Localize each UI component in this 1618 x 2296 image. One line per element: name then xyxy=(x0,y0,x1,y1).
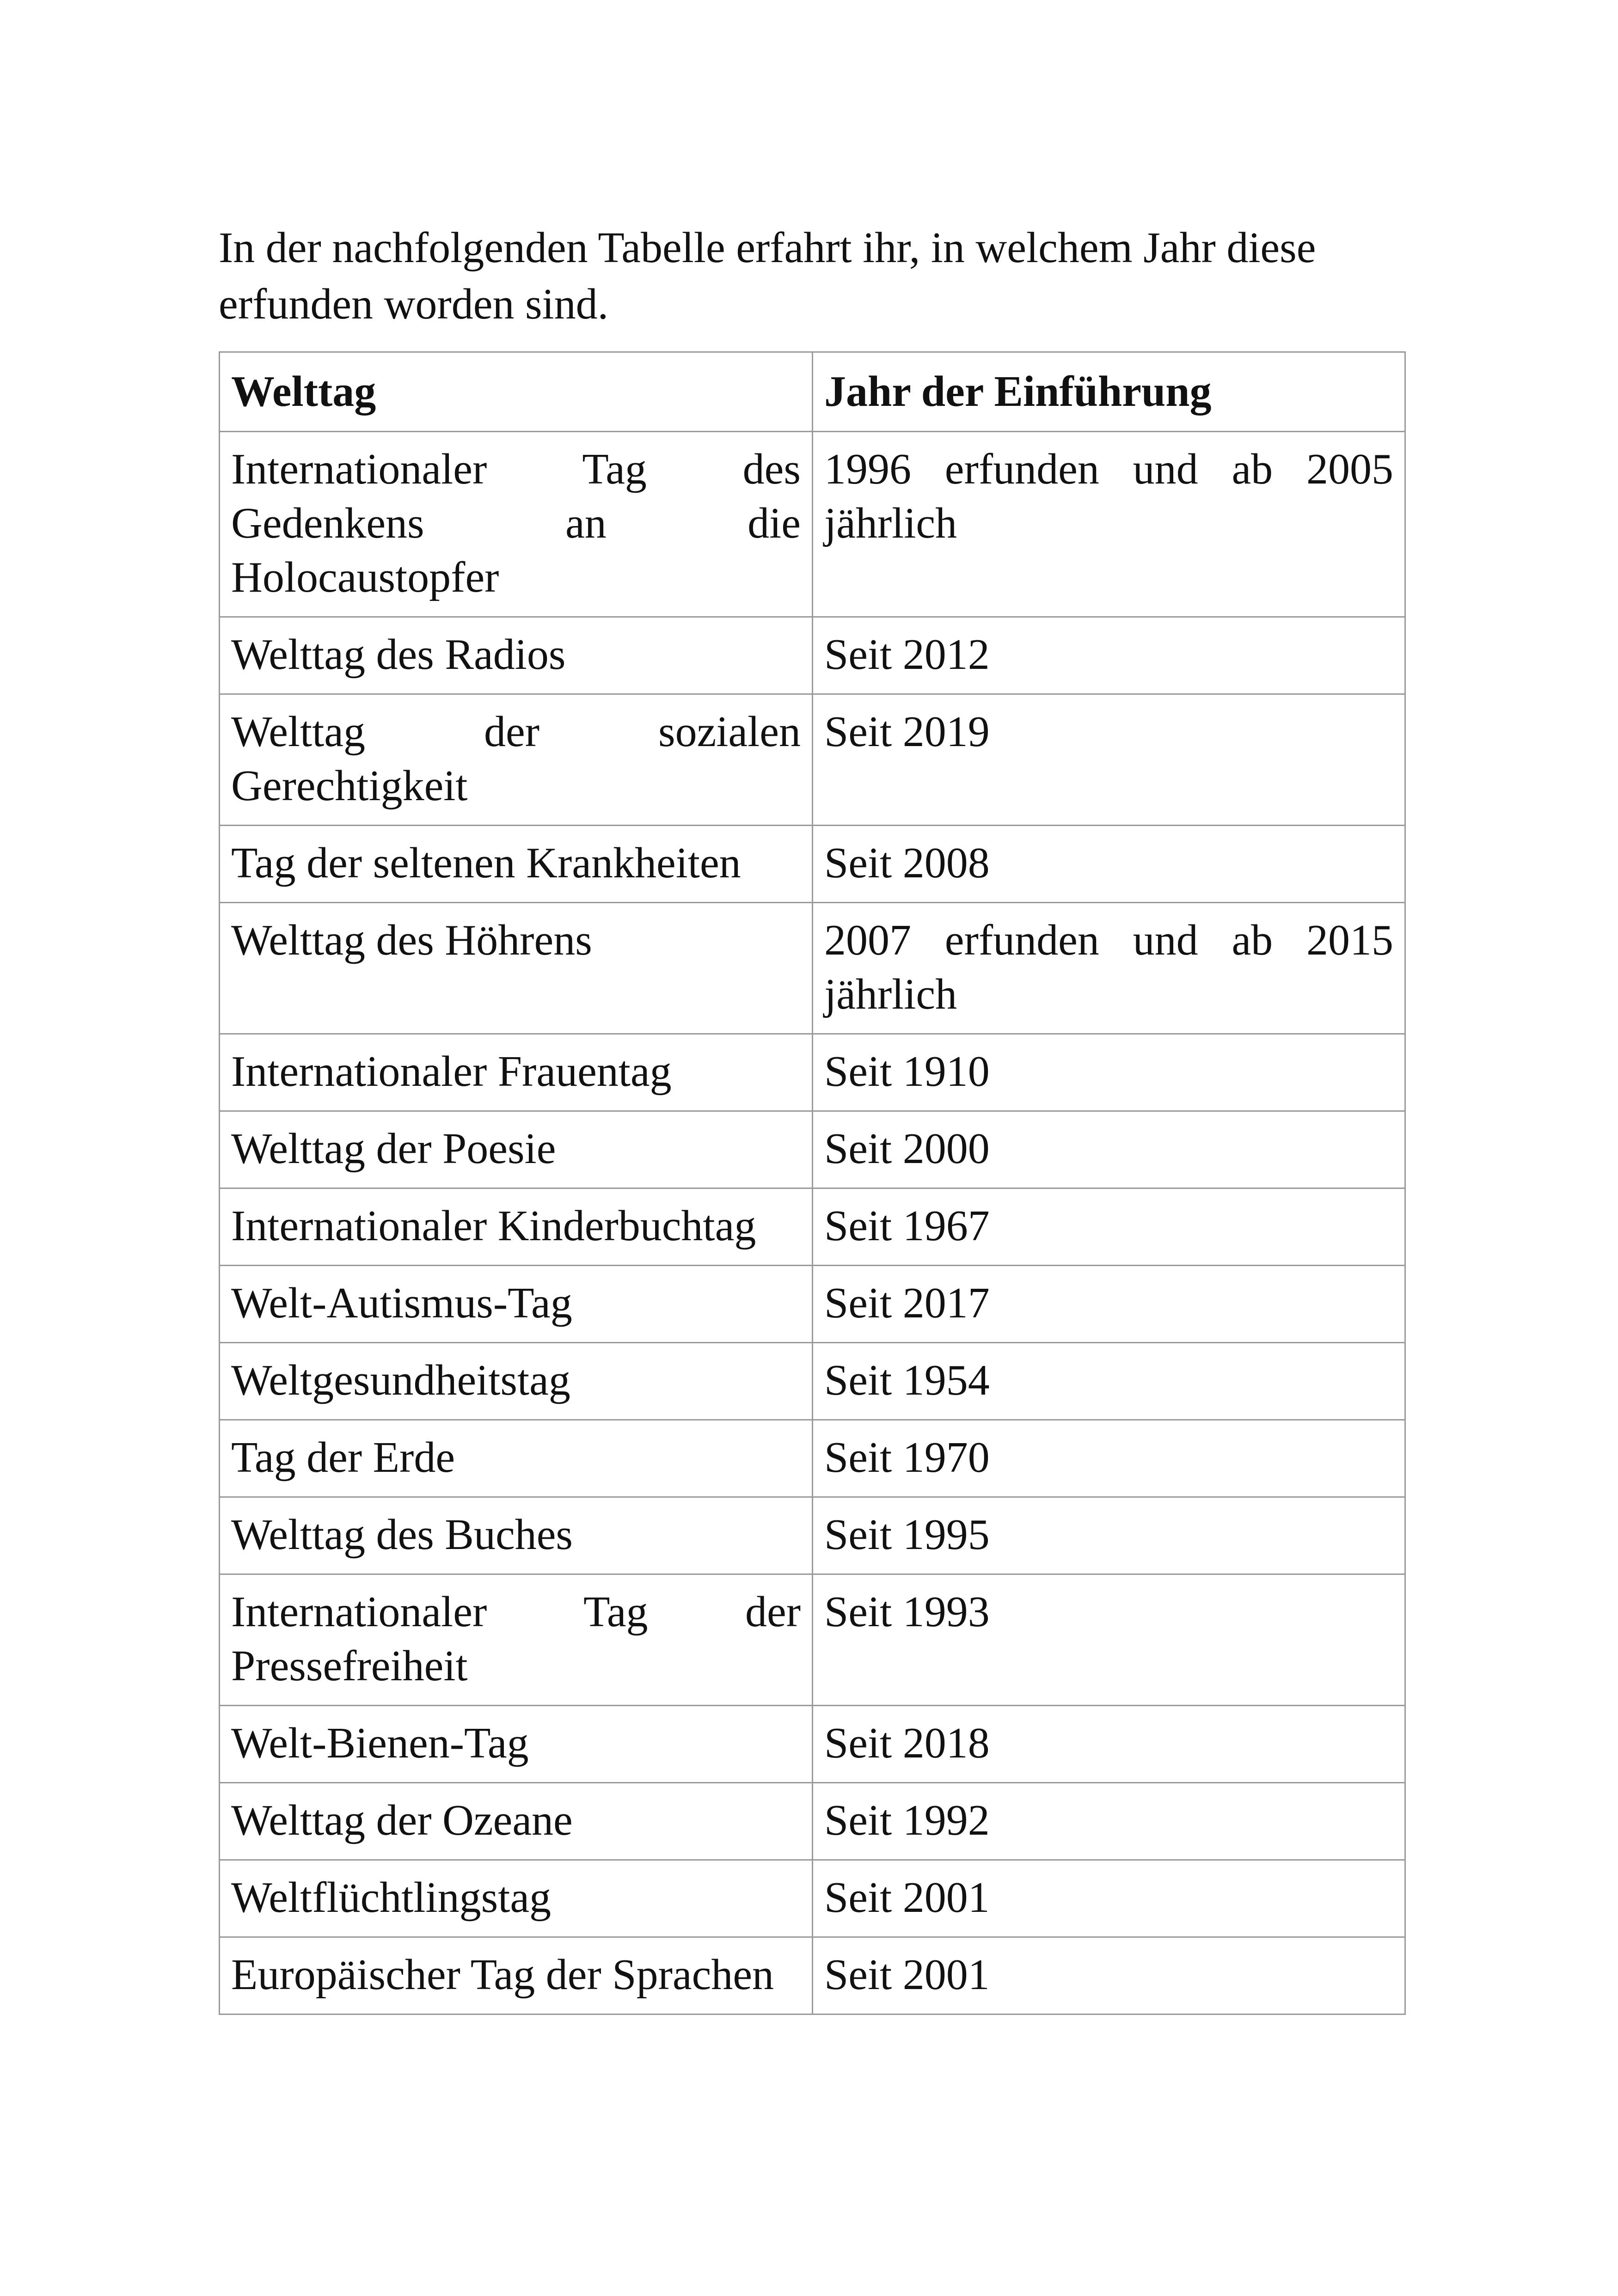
cell-welttag: Internationaler Tag des Gedenkens an die Holocaustopfer xyxy=(220,432,813,617)
cell-jahr: Seit 2017 xyxy=(813,1266,1405,1343)
cell-welttag: Welttag des Buches xyxy=(220,1497,813,1574)
table-row xyxy=(220,1860,1405,1937)
cell-jahr: Seit 2001 xyxy=(813,1860,1405,1937)
cell-jahr: Seit 2001 xyxy=(813,1937,1405,2014)
cell-welttag: Welttag des Höhrens xyxy=(220,903,813,1034)
table-row xyxy=(220,1266,1405,1343)
cell-welttag: Welttag der Ozeane xyxy=(220,1783,813,1860)
table-row xyxy=(220,826,1405,903)
cell-welttag: Welt-Autismus-Tag xyxy=(220,1266,813,1343)
table-row xyxy=(220,1420,1405,1497)
cell-jahr: Seit 1995 xyxy=(813,1497,1405,1574)
cell-welttag: Internationaler Kinderbuchtag xyxy=(220,1188,813,1266)
welttage-table xyxy=(219,351,1406,2015)
table-row xyxy=(220,694,1405,826)
table-header-row xyxy=(220,352,1405,432)
cell-jahr: Seit 2019 xyxy=(813,694,1405,826)
cell-jahr: Seit 1970 xyxy=(813,1420,1405,1497)
cell-welttag: Tag der seltenen Krankheiten xyxy=(220,826,813,903)
cell-welttag: Tag der Erde xyxy=(220,1420,813,1497)
header-jahr: Jahr der Einführung xyxy=(813,352,1405,432)
cell-jahr: Seit 2012 xyxy=(813,617,1405,694)
table-row xyxy=(220,1574,1405,1706)
header-welttag: Welttag xyxy=(220,352,813,432)
cell-welttag: Internationaler Frauentag xyxy=(220,1034,813,1111)
cell-jahr: Seit 2000 xyxy=(813,1111,1405,1188)
table-row xyxy=(220,1706,1405,1783)
table-row xyxy=(220,1111,1405,1188)
cell-welttag: Welt-Bienen-Tag xyxy=(220,1706,813,1783)
cell-jahr: Seit 2008 xyxy=(813,826,1405,903)
table-row xyxy=(220,1497,1405,1574)
cell-welttag: Weltflüchtlingstag xyxy=(220,1860,813,1937)
table-row xyxy=(220,1937,1405,2014)
cell-jahr: Seit 1910 xyxy=(813,1034,1405,1111)
cell-welttag: Welttag des Radios xyxy=(220,617,813,694)
table-row xyxy=(220,617,1405,694)
cell-welttag: Weltgesundheitstag xyxy=(220,1343,813,1420)
table-row xyxy=(220,903,1405,1034)
cell-jahr: Seit 2018 xyxy=(813,1706,1405,1783)
table-row xyxy=(220,432,1405,617)
cell-welttag: Internationaler Tag der Pressefreiheit xyxy=(220,1574,813,1706)
cell-jahr: 2007 erfunden und ab 2015 jährlich xyxy=(813,903,1405,1034)
table-row xyxy=(220,1783,1405,1860)
table-row xyxy=(220,1034,1405,1111)
cell-jahr: Seit 1954 xyxy=(813,1343,1405,1420)
cell-welttag: Welttag der Poesie xyxy=(220,1111,813,1188)
cell-jahr: Seit 1993 xyxy=(813,1574,1405,1706)
cell-jahr: 1996 erfunden und ab 2005 jährlich xyxy=(813,432,1405,617)
cell-jahr: Seit 1992 xyxy=(813,1783,1405,1860)
table-row xyxy=(220,1343,1405,1420)
table-row xyxy=(220,1188,1405,1266)
cell-welttag: Europäischer Tag der Sprachen xyxy=(220,1937,813,2014)
cell-jahr: Seit 1967 xyxy=(813,1188,1405,1266)
cell-welttag: Welttag der sozialen Gerechtigkeit xyxy=(220,694,813,826)
intro-paragraph: In der nachfolgenden Tabelle erfahrt ihr, in welchem Jahr diese erfunden worden sind. xyxy=(219,224,1316,328)
